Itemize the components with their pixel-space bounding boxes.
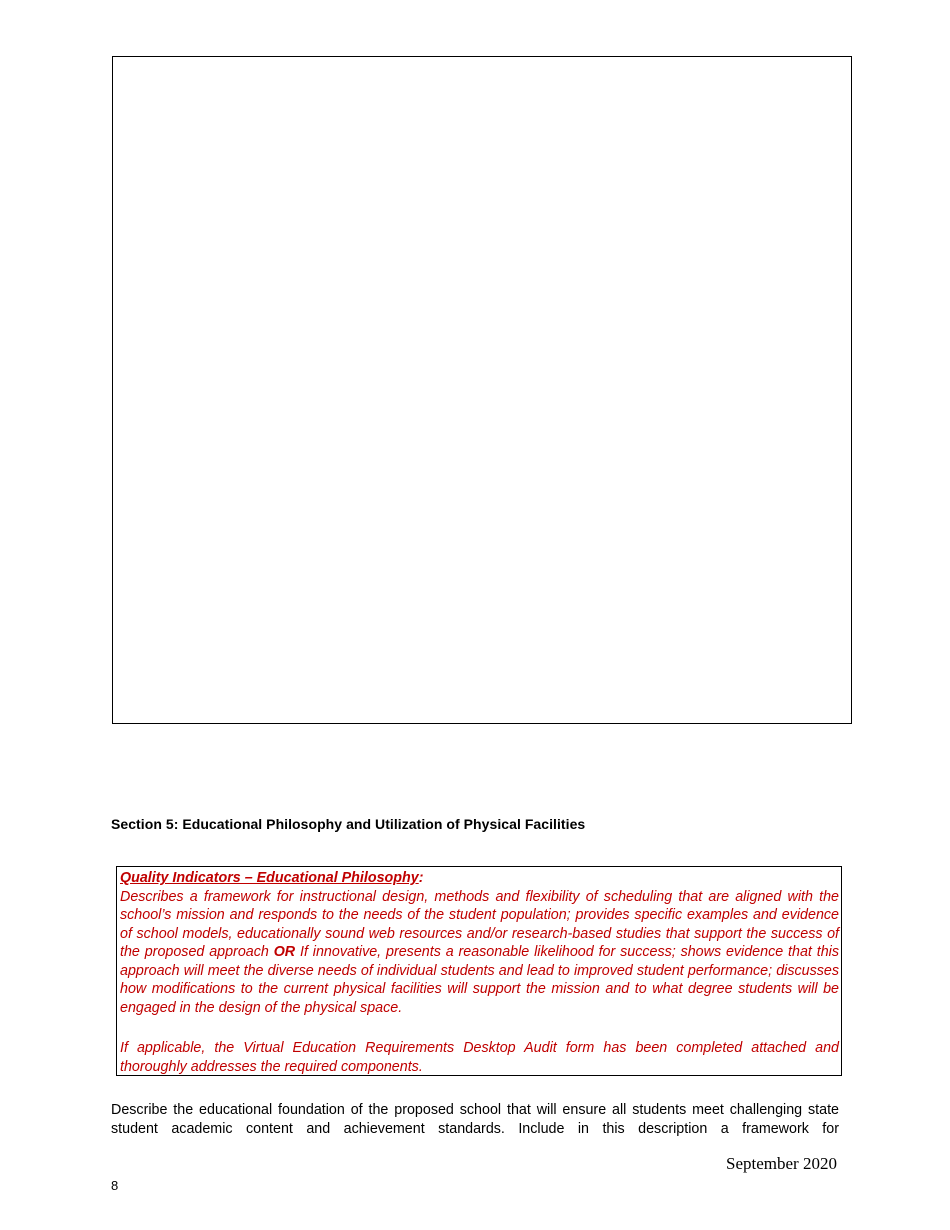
quality-indicators-text-part1: Describes a framework for instructional design, methods and flexibility of scheduling that are aligned with the school’s mission and responds to the needs of the student population; provides specific examples and evidence of school models, educationally sound web resources and/or research-based studies that support the success of the proposed approach	[120, 888, 839, 960]
body-paragraph: Describe the educational foundation of the proposed school that will ensure all students meet challenging state student academic content and achievement standards. Include in this description a framework for	[111, 1102, 839, 1137]
quality-indicators-text-part2: If innovative, presents a reasonable likelihood for success; shows evidence that this approach will meet the diverse needs of individual students and lead to improved student performance; discusses how modifications to the current physical facilities will support the mission and to what degree students will be engaged in the design of the physical space.	[120, 944, 839, 1016]
footer-date: September 2020	[726, 1154, 837, 1173]
quality-indicators-title-line	[120, 870, 423, 886]
quality-indicators-title-colon: :	[418, 870, 424, 886]
quality-indicators-box	[116, 866, 842, 1076]
section-heading: Section 5: Educational Philosophy and Utilization of Physical Facilities	[111, 816, 586, 832]
page-number: 8	[111, 1178, 119, 1193]
quality-indicators-title: Quality Indicators – Educational Philosophy	[120, 870, 419, 886]
quality-indicators-or: OR	[273, 944, 296, 960]
response-text-box[interactable]	[112, 56, 852, 724]
paragraph-spacer	[120, 1017, 839, 1039]
quality-indicators-paragraph	[120, 888, 839, 1018]
quality-indicators-virtual-note: If applicable, the Virtual Education Requirements Desktop Audit form has been completed attached and thoroughly addresses the required components.	[120, 1040, 839, 1075]
